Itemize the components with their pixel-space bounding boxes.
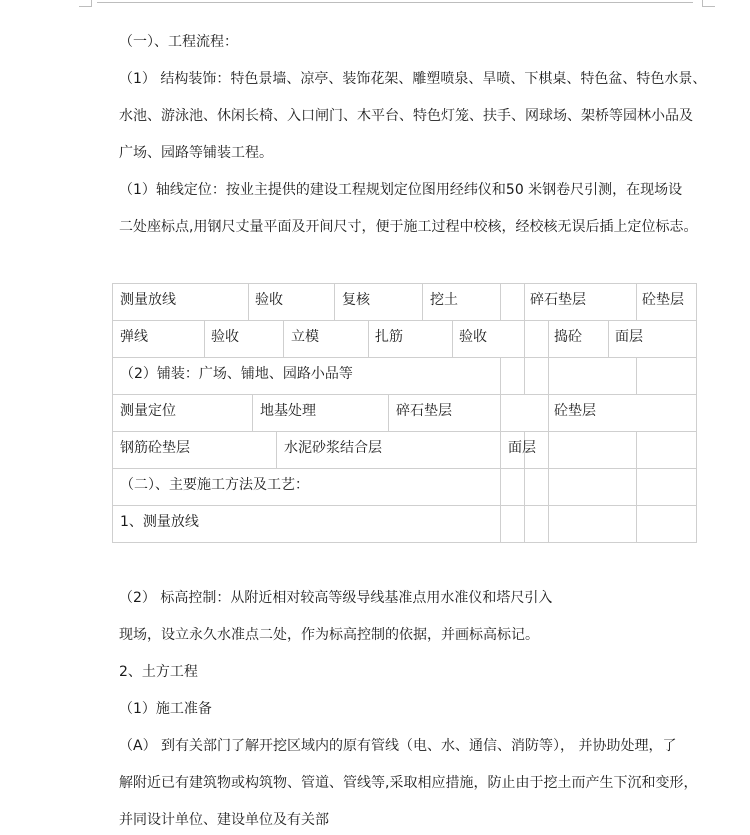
cell-divider xyxy=(524,320,525,357)
table-cell: 面层 xyxy=(615,329,643,345)
paragraph-line: 现场，设立永久水准点二处，作为标高控制的依据，并画标高标记。 xyxy=(119,627,539,643)
table-cell: 立模 xyxy=(291,329,319,345)
cell-divider xyxy=(500,283,501,320)
table-cell: 验收 xyxy=(211,329,239,345)
table-border xyxy=(112,283,113,542)
paragraph-line: （1）轴线定位：按业主提供的建设工程规划定位图用经纬仪和50 米钢卷尺引测，在现场设 xyxy=(119,182,683,198)
table-cell-survey-heading: 1、测量放线 xyxy=(120,514,199,530)
table-cell: 钢筋砼垫层 xyxy=(120,440,190,456)
cell-divider xyxy=(636,357,637,394)
subsection-heading: （1）施工准备 xyxy=(119,701,212,717)
section-heading-process: （一）、工程流程： xyxy=(119,34,238,50)
table-cell: 面层 xyxy=(508,440,536,456)
paragraph-line: 水池、游泳池、休闲长椅、入口闸门、木平台、特色灯笼、扶手、网球场、架桥等园林小品及 xyxy=(119,108,693,124)
crop-mark-left xyxy=(79,0,92,7)
section-heading-earthwork: 2、土方工程 xyxy=(119,664,198,680)
paragraph-line: （2） 标高控制：从附近相对较高等级导线基准点用水准仪和塔尺引入 xyxy=(119,590,553,606)
table-cell: 砼垫层 xyxy=(554,403,596,419)
table-cell: 碎石垫层 xyxy=(530,292,586,308)
table-cell: 碎石垫层 xyxy=(396,403,452,419)
table-cell: 地基处理 xyxy=(260,403,316,419)
cell-divider xyxy=(636,431,637,542)
table-cell: 弹线 xyxy=(120,329,148,345)
table-rule xyxy=(112,320,697,321)
page-header-rule xyxy=(97,2,693,3)
cell-divider xyxy=(204,320,205,357)
process-flow-table xyxy=(112,283,697,542)
paragraph-line: 并同设计单位、建设单位及有关部 xyxy=(119,812,329,828)
table-rule xyxy=(112,505,697,506)
table-cell: 水泥砂浆结合层 xyxy=(284,440,382,456)
cell-divider xyxy=(500,357,501,542)
table-rule xyxy=(112,394,697,395)
cell-divider xyxy=(548,357,549,542)
paragraph-line: 解附近已有建筑物或构筑物、管道、管线等,采取相应措施，防止由于挖土而产生下沉和变形， xyxy=(119,775,698,791)
cell-divider xyxy=(388,394,389,431)
table-cell-paving-heading: （2）铺装：广场、铺地、园路小品等 xyxy=(120,366,353,382)
cell-divider xyxy=(283,320,284,357)
table-cell: 测量放线 xyxy=(120,292,176,308)
table-cell: 验收 xyxy=(459,329,487,345)
cell-divider xyxy=(452,320,453,357)
table-rule xyxy=(112,468,697,469)
table-cell: 测量定位 xyxy=(120,403,176,419)
table-cell: 砼垫层 xyxy=(642,292,684,308)
cell-divider xyxy=(636,283,637,320)
cell-divider xyxy=(524,283,525,320)
table-rule xyxy=(112,283,697,284)
cell-divider xyxy=(334,283,335,320)
table-border xyxy=(696,283,697,542)
table-cell: 验收 xyxy=(255,292,283,308)
table-rule xyxy=(112,431,697,432)
cell-divider xyxy=(548,320,549,357)
cell-divider xyxy=(608,320,609,357)
cell-divider xyxy=(422,283,423,320)
table-cell: 挖土 xyxy=(430,292,458,308)
table-cell: 捣砼 xyxy=(554,329,582,345)
cell-divider xyxy=(248,283,249,320)
crop-mark-right xyxy=(702,0,715,7)
table-cell-methods-heading: （二）、主要施工方法及工艺： xyxy=(120,477,309,493)
table-cell: 复核 xyxy=(342,292,370,308)
cell-divider xyxy=(368,320,369,357)
paragraph-line: 二处座标点,用钢尺丈量平面及开间尺寸，便于施工过程中校核，经校核无误后插上定位标志。 xyxy=(119,219,698,235)
paragraph-line: （A） 到有关部门了解开挖区域内的原有管线（电、水、通信、消防等）， 并协助处理，了 xyxy=(119,738,677,754)
table-cell: 扎筋 xyxy=(375,329,403,345)
cell-divider xyxy=(276,431,277,468)
cell-divider xyxy=(252,394,253,431)
paragraph-line: （1） 结构装饰：特色景墙、凉亭、装饰花架、雕塑喷泉、旱喷、下棋桌、特色盆、特色水景、 xyxy=(119,71,707,87)
table-rule xyxy=(112,357,697,358)
table-rule xyxy=(112,542,697,543)
paragraph-line: 广场、园路等铺装工程。 xyxy=(119,145,273,161)
cell-divider xyxy=(524,357,525,394)
